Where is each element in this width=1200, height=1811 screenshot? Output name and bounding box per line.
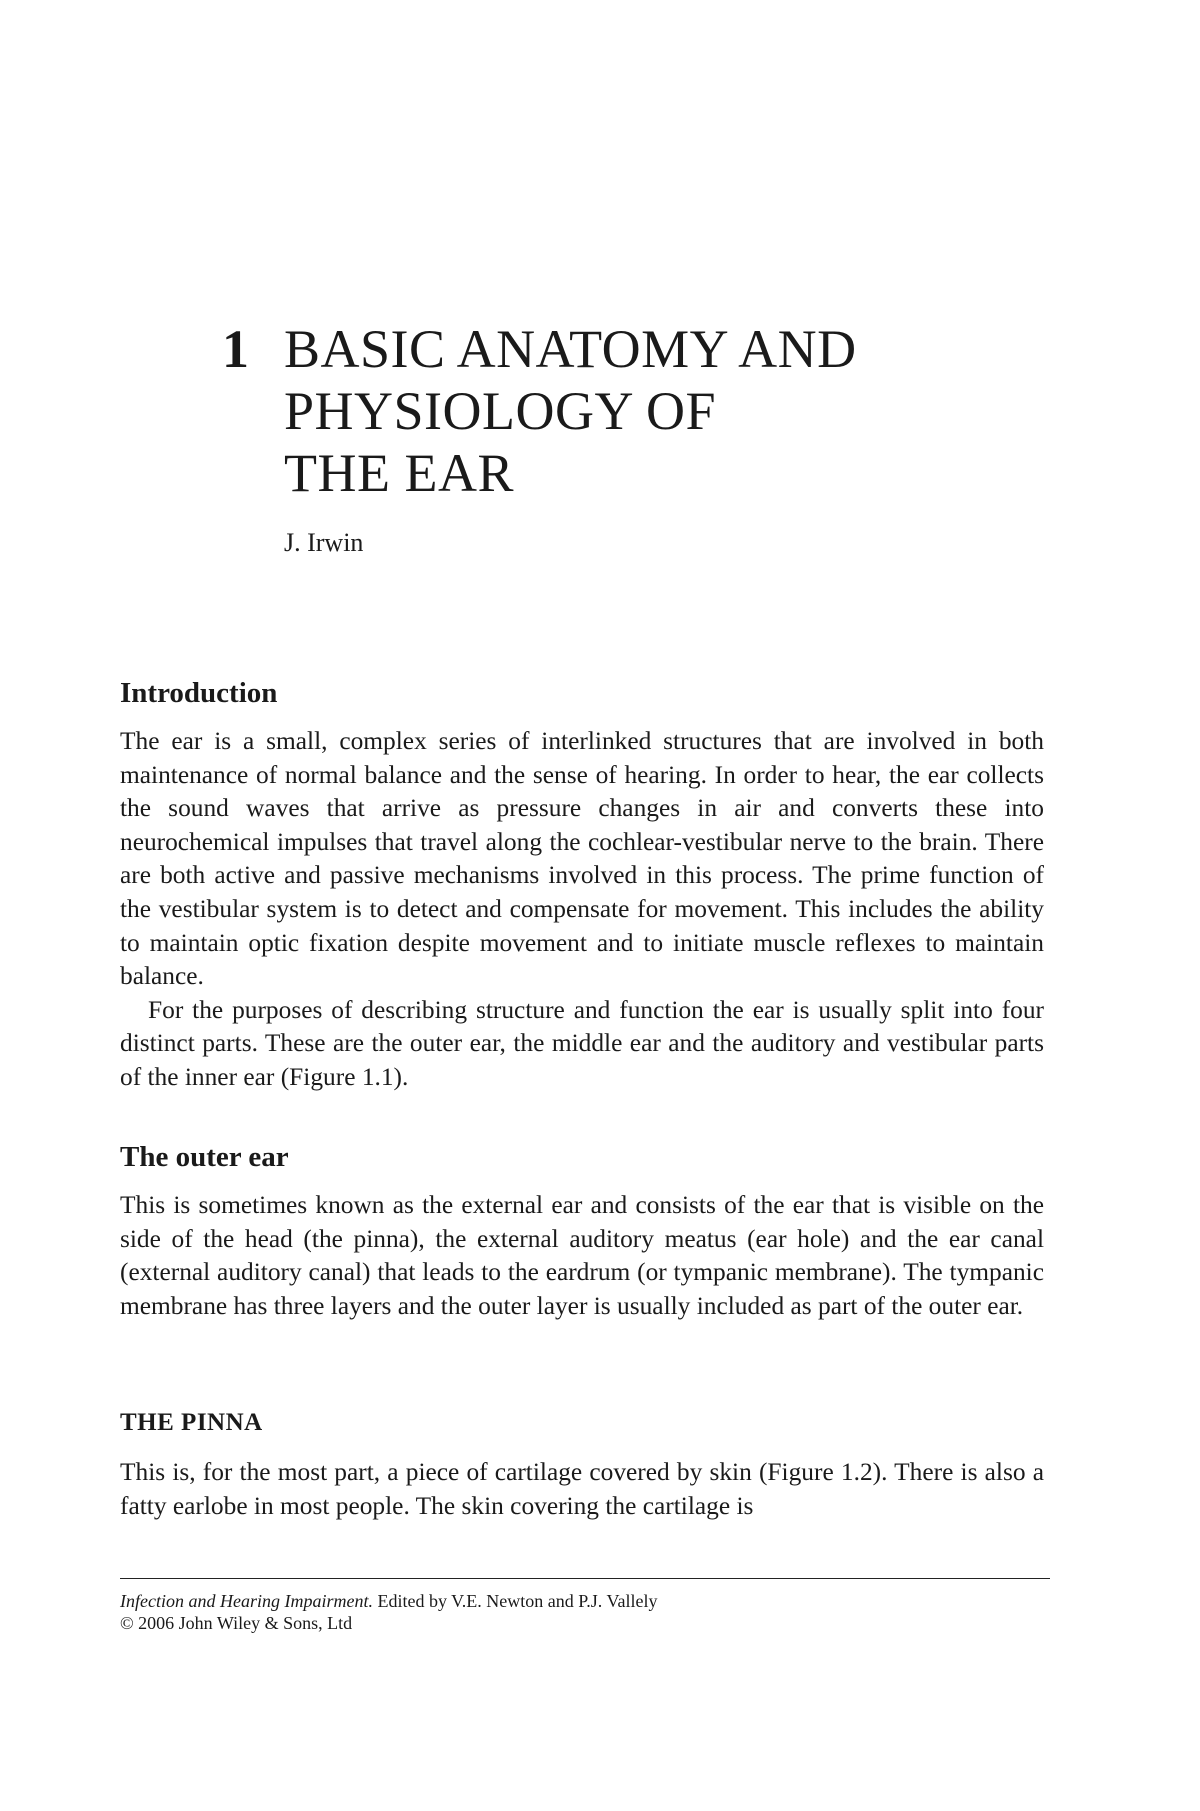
paragraph: This is, for the most part, a piece of cartilage covered by skin (Figure 1.2). There is also a fatty earlobe in most people. The skin covering the cartilage is [120, 1458, 1044, 1520]
paragraph: This is sometimes known as the external ear and consists of the ear that is visible on the side of the head (the pinna), the external auditory meatus (ear hole) and the ear canal (external auditory canal) that leads to the eardrum (or tympanic membrane). The tympanic membrane has three layers and the outer layer is usually included as part of the outer ear. [120, 1191, 1044, 1320]
section-heading: The outer ear [120, 1141, 289, 1173]
footnote-divider [120, 1578, 1050, 1579]
book-editors: Edited by V.E. Newton and P.J. Vallely [377, 1591, 658, 1611]
section-outer-ear [120, 1140, 1044, 1174]
subsection-heading: THE PINNA [120, 1409, 263, 1436]
section-pinna [120, 1408, 1044, 1438]
chapter-title-line: BASIC ANATOMY AND [284, 319, 857, 379]
chapter-author: J. Irwin [284, 528, 364, 557]
paragraph: For the purposes of describing structure and function the ear is usually split into four distinct parts. These are the outer ear, the middle ear and the auditory and vestibular parts of the inner ear (Figure 1.1). [120, 995, 1044, 1091]
chapter-title-line: PHYSIOLOGY OF [284, 381, 717, 441]
pinna-body [120, 1456, 1044, 1523]
section-introduction [120, 676, 1044, 710]
footnote-line-1 [120, 1590, 657, 1612]
book-title: Infection and Hearing Impairment. [120, 1591, 373, 1611]
chapter-title [284, 318, 857, 504]
footnote [120, 1590, 657, 1634]
paragraph: The ear is a small, complex series of interlinked structures that are involved in both maintenance of normal balance and the sense of hearing. In order to hear, the ear collects the sound waves that arrive as pressure changes in air and converts these into neurochemical impulses that travel along the cochlear-vestibular nerve to the brain. There are both active and passive mechanisms involved in this process. The prime function of the vestibular system is to detect and compensate for movement. This includes the ability to maintain optic fixation despite movement and to initiate muscle reflexes to maintain balance. [120, 727, 1044, 991]
section-heading: Introduction [120, 677, 278, 709]
copyright-line: © 2006 John Wiley & Sons, Ltd [120, 1613, 353, 1633]
chapter-title-line: THE EAR [284, 443, 514, 503]
outer-ear-body [120, 1189, 1044, 1323]
intro-body [120, 725, 1044, 1095]
chapter-heading [222, 318, 857, 504]
chapter-number: 1 [222, 319, 249, 379]
